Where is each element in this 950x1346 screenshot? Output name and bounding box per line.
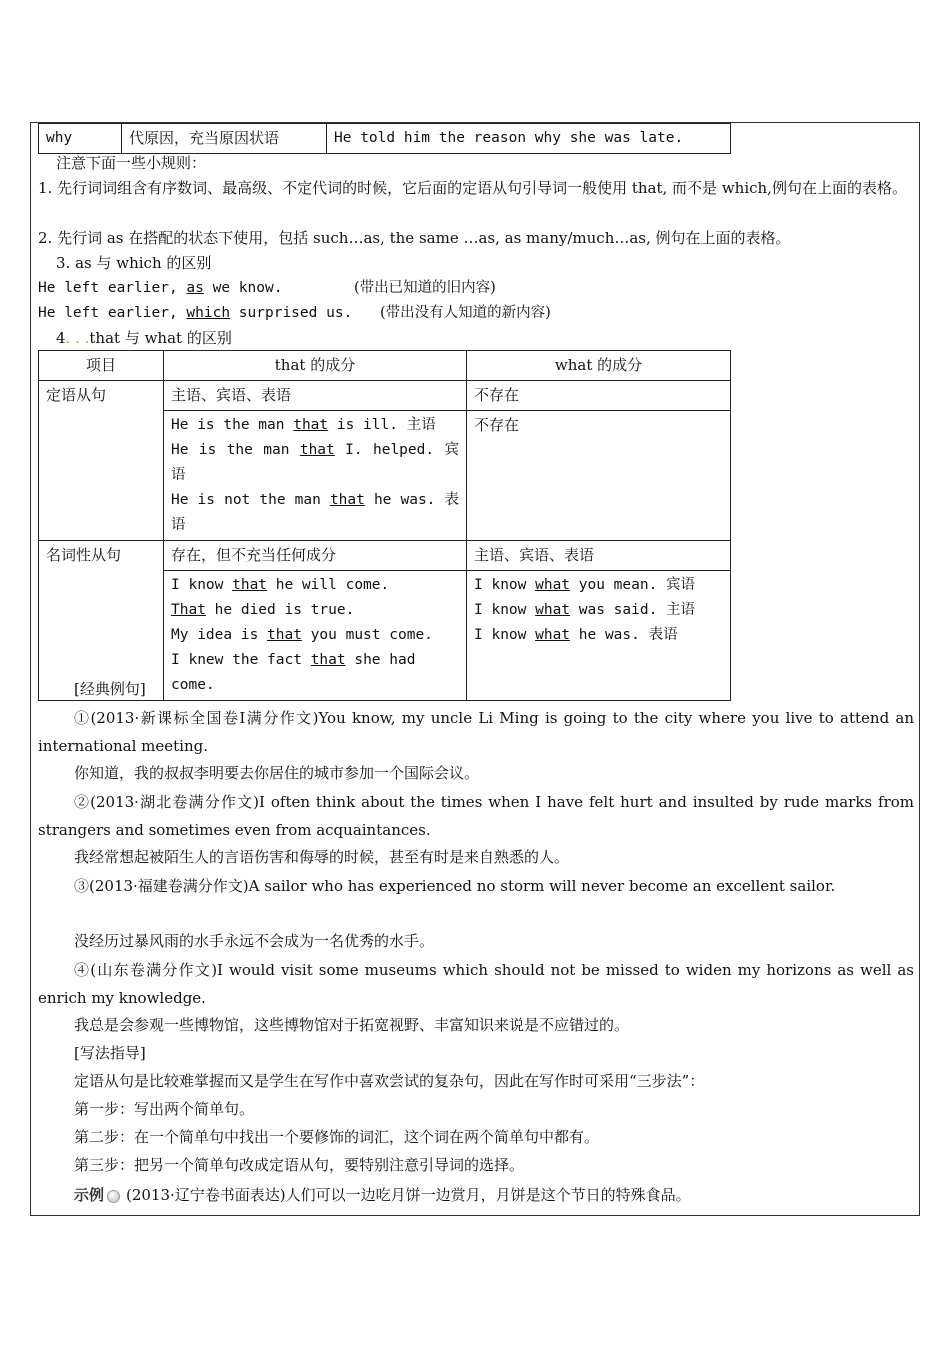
rule-4-number: 4	[56, 329, 66, 347]
guide-heading: [写法指导]	[74, 1044, 146, 1062]
cell-why: why	[39, 124, 122, 154]
example-line: My idea is that you must come.	[171, 627, 433, 643]
header-that: that 的成分	[164, 351, 467, 381]
rule-1: 1. 先行词词组含有序数词、最高级、不定代词的时候，它后面的定语从句引导词一般使用 that, 而不是 which,例句在上面的表格。	[38, 179, 907, 197]
table-row	[39, 541, 731, 571]
cell-why-desc: 代原因，充当原因状语	[122, 124, 327, 154]
guide-step-3: 第三步：把另一个简单句改成定语从句，要特别注意引导词的选择。	[74, 1156, 525, 1174]
as-example-note: (带出已知道的旧内容)	[354, 280, 496, 296]
classic-sentence-4: ④(山东卷满分作文)I would visit some museums which should not be missed to widen my horizons as well as enrich my knowledge.	[38, 961, 914, 1007]
example-line: I know what he was. 表语	[474, 627, 678, 643]
attributive-what-examples: 不存在	[467, 411, 731, 541]
which-example-note: (带出没有人知道的新内容)	[380, 305, 551, 321]
cell-why-example: He told him the reason why she was late.	[327, 124, 731, 154]
guide-example	[74, 1183, 950, 1208]
attributive-that-examples	[164, 411, 467, 541]
attributive-that: 主语、宾语、表语	[164, 381, 467, 411]
nominal-what: 主语、宾语、表语	[467, 541, 731, 571]
which-example-b: surprised us.	[230, 305, 353, 321]
guide-intro: 定语从句是比较难掌握而又是学生在写作中喜欢尝试的复杂句，因此在写作时可采用“三步法”：	[74, 1072, 705, 1090]
table-row	[39, 381, 731, 411]
example-line: I knew the fact that she had come.	[171, 652, 416, 693]
row-nominal: 名词性从句	[39, 541, 164, 701]
rule-3: 3. as 与 which 的区别	[56, 254, 212, 272]
example-text: (2013·辽宁卷书面表达)人们可以一边吃月饼一边赏月，月饼是这个节日的特殊食品。	[126, 1186, 691, 1204]
table-row	[39, 124, 731, 154]
classic-sentence-3-cn: 没经历过暴风雨的水手永远不会成为一名优秀的水手。	[74, 932, 435, 950]
as-example	[38, 276, 914, 301]
rule-2: 2. 先行词 as 在搭配的状态下使用，包括 such…as, the same …as, as many/much…as, 例句在上面的表格。	[38, 229, 791, 247]
which-example-underline: which	[186, 305, 231, 321]
classic-sentence-2: ②(2013·湖北卷满分作文)I often think about the times when I have felt hurt and insulted by rude marks from strangers and sometimes even from acquaintances.	[38, 793, 914, 839]
example-line: He is not the man that he was. 表语	[171, 492, 459, 533]
example-label: 示例	[74, 1186, 105, 1204]
as-example-a: He left earlier,	[38, 280, 187, 296]
classic-heading: [经典例句]	[74, 680, 146, 698]
table-row	[39, 351, 731, 381]
classic-sentence-4-cn: 我总是会参观一些博物馆，这些博物馆对于拓宽视野、丰富知识来说是不应错过的。	[74, 1016, 630, 1034]
attributive-what: 不存在	[467, 381, 731, 411]
row-attributive: 定语从句	[39, 381, 164, 541]
that-what-table	[38, 350, 731, 701]
classic-sentence-2-cn: 我经常想起被陌生人的言语伤害和侮辱的时候，甚至有时是来自熟悉的人。	[74, 848, 570, 866]
rules-heading: 注意下面一些小规则：	[56, 154, 207, 172]
example-line: I know what was said. 主语	[474, 602, 696, 618]
classic-sentence-1: ①(2013·新课标全国卷Ⅰ满分作文)You know, my uncle Li Ming is going to the city where you live to attend an international meeting.	[38, 709, 914, 755]
rule-4-dots: . . .	[65, 329, 90, 347]
classic-sentence-1-cn: 你知道，我的叔叔李明要去你居住的城市参加一个国际会议。	[74, 764, 480, 782]
header-item: 项目	[39, 351, 164, 381]
as-example-underline: as	[186, 280, 204, 296]
header-what: what 的成分	[467, 351, 731, 381]
classic-sentence-3: ③(2013·福建卷满分作文)A sailor who has experienced no storm will never become an excellent sailor.	[74, 877, 836, 895]
rule-4	[56, 326, 932, 351]
example-line: I know what you mean. 宾语	[474, 577, 696, 593]
example-line: He is the man that I. helped. 宾语	[171, 442, 459, 483]
as-example-b: we know.	[203, 280, 283, 296]
example-line: I know that he will come.	[171, 577, 390, 593]
which-example-a: He left earlier,	[38, 305, 187, 321]
guide-step-1: 第一步：写出两个简单句。	[74, 1100, 255, 1118]
why-row-table	[38, 123, 731, 154]
rule-4-text: that 与 what 的区别	[89, 329, 232, 347]
example-line: He is the man that is ill. 主语	[171, 417, 436, 433]
which-example	[38, 301, 914, 326]
bulb-icon	[107, 1190, 120, 1203]
example-line: That he died is true.	[171, 602, 355, 618]
guide-step-2: 第二步：在一个简单句中找出一个要修饰的词汇，这个词在两个简单句中都有。	[74, 1128, 600, 1146]
nominal-that: 存在，但不充当任何成分	[164, 541, 467, 571]
